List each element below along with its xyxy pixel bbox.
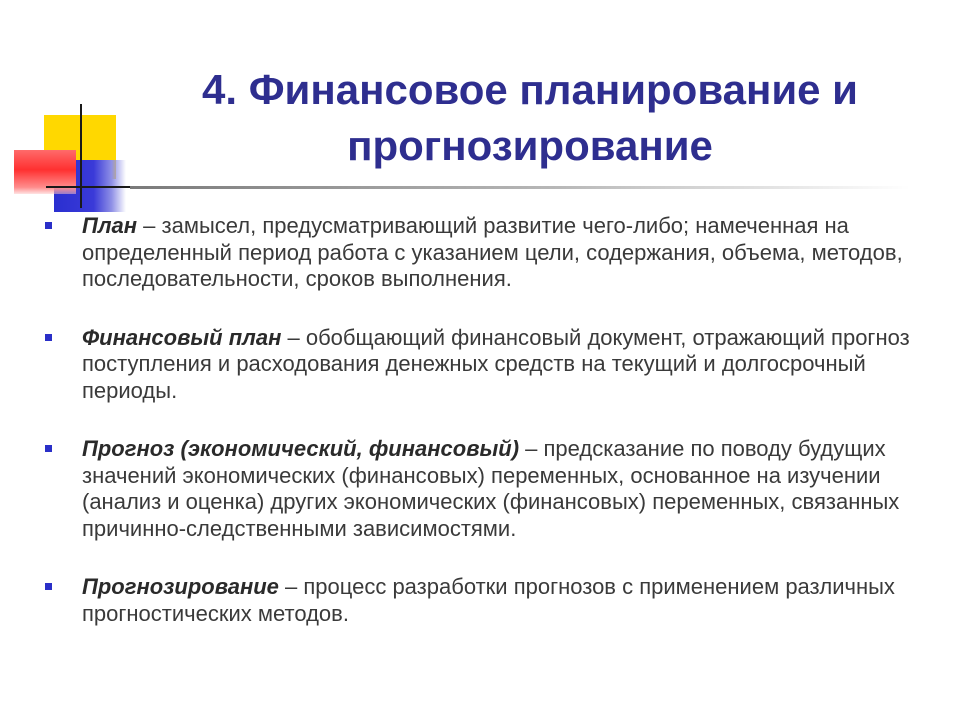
horizontal-line-shape bbox=[46, 186, 142, 188]
term-forecasting: Прогнозирование bbox=[82, 574, 279, 599]
slide-title-line-1: 4. Финансовое планирование и bbox=[202, 66, 858, 113]
slide-title bbox=[130, 62, 930, 174]
square-bullet-icon bbox=[45, 222, 52, 229]
term-plan: План bbox=[82, 213, 138, 238]
definition-forecast: – предсказание по поводу будущих значений экономических (финансовых) переменных, основанное на изучении (анализ и оценка) других экономических (финансовых) переменных, связанных причинно-следственными зависимостями. bbox=[82, 436, 900, 541]
colored-squares-logo-icon bbox=[0, 0, 140, 220]
slide-title-line-2: прогнозирование bbox=[347, 122, 713, 169]
list-item-financial-plan bbox=[44, 325, 924, 405]
list-item-plan bbox=[44, 213, 924, 293]
list-item-forecast bbox=[44, 436, 924, 542]
title-underline bbox=[130, 186, 910, 189]
vertical-line-shape bbox=[80, 104, 82, 208]
term-forecast: Прогноз (экономический, финансовый) bbox=[82, 436, 520, 461]
square-bullet-icon bbox=[45, 334, 52, 341]
term-financial-plan: Финансовый план bbox=[82, 324, 282, 350]
square-bullet-icon bbox=[45, 445, 52, 452]
square-bullet-icon bbox=[45, 583, 52, 590]
definition-financial-plan: – обобщающий финансовый документ, отражающий прогноз поступления и расходования денежных средств на текущий и долгосрочный периоды. bbox=[82, 324, 910, 403]
definition-forecasting: – процесс разработки прогнозов с применением различных прогностических методов. bbox=[82, 574, 895, 626]
definition-plan: – замысел, предусматривающий развитие чего-либо; намеченная на определенный период работа с указанием цели, содержания, объема, методов, последовательности, сроков выполнения. bbox=[82, 213, 903, 291]
list-item-forecasting bbox=[44, 574, 924, 627]
bullet-list bbox=[44, 213, 924, 657]
